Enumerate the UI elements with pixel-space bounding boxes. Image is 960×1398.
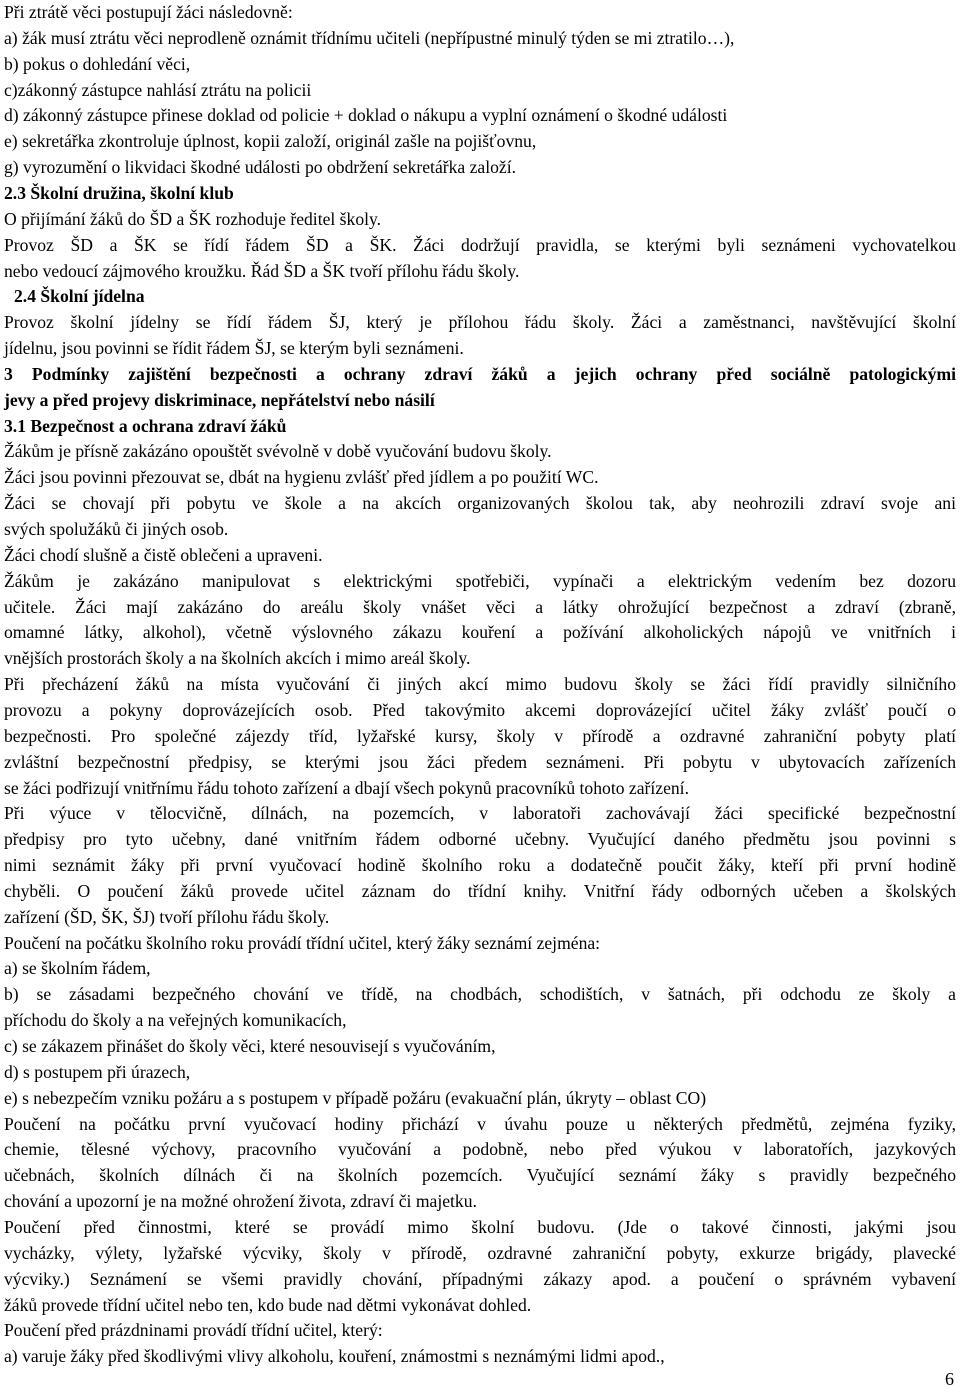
text-line: Žáci chodí slušně a čistě oblečeni a upraveni. [4, 544, 323, 565]
text-line: e) sekretářka zkontroluje úplnost, kopii založí, originál zašle na pojišťovnu, [4, 131, 537, 152]
text-line: b) se zásadami bezpečného chování ve třídě, na chodbách, schodištích, v šatnách, při odchodu ze školy a [4, 984, 956, 1005]
text-line: Při výuce v tělocvičně, dílnách, na pozemcích, v laboratoři zachovávají žáci specifické bezpečnostní [4, 803, 956, 824]
text-line: a) žák musí ztrátu věci neprodleně oznámit třídnímu učiteli (nepřípustné minulý týden se mi ztratilo…), [4, 27, 735, 48]
text-line: omamné látky, alkohol), včetně výslovného zákazu kouření a požívání alkoholických nápojů ve vnitřních i [4, 622, 956, 643]
text-line: chemie, tělesné výchovy, pracovního vyučování a podobně, nebo před výukou v laboratořích, jazykových [4, 1139, 956, 1160]
text-line: Žáci jsou povinni přezouvat se, dbát na hygienu zvlášť před jídlem a po použití WC. [4, 467, 599, 488]
text-line: Poučení před činnostmi, které se provádí mimo školní budovu. (Jde o takové činnosti, jakými jsou [4, 1216, 956, 1237]
text-line: Poučení na počátku první vyučovací hodiny přichází v úvahu pouze u některých předmětů, zejména fyziky, [4, 1113, 956, 1134]
text-line: zvláštní bezpečnostní předpisy, se kterými jsou žáci předem seznámeni. Při pobytu v ubytovacích zařízeních [4, 751, 956, 772]
text-line: zařízení (ŠD, ŠK, ŠJ) tvoří přílohu řádu školy. [4, 906, 330, 927]
text-line: b) pokus o dohledání věci, [4, 53, 191, 74]
text-line: O přijímání žáků do ŠD a ŠK rozhoduje ředitel školy. [4, 208, 382, 229]
text-line: chování a upozorní je na možné ohrožení života, zdraví či majetku. [4, 1191, 477, 1212]
text-line: d) zákonný zástupce přinese doklad od policie + doklad o nákupu a vyplní oznámení o škodné události [4, 105, 728, 126]
text-line: Poučení na počátku školního roku provádí třídní učitel, který žáky seznámí zejména: [4, 932, 601, 953]
text-line: Žákům je přísně zakázáno opouštět svévolně v době vyučování budovu školy. [4, 441, 552, 462]
text-line: Žákům je zakázáno manipulovat s elektrickými spotřebiči, vypínači a elektrickým vedením bez dozoru [4, 570, 956, 591]
text-line: příchodu do školy a na veřejných komunikacích, [4, 1010, 347, 1031]
text-line: žáků provede třídní učitel nebo ten, kdo bude nad dětmi vykonávat dohled. [4, 1294, 532, 1315]
text-line: se žáci podřizují vnitřnímu řádu tohoto zařízení a dbají všech pokynů pracovníků tohoto zařízení. [4, 777, 689, 798]
text-line: nebo vedoucí zájmového kroužku. Řád ŠD a ŠK tvoří přílohu řádu školy. [4, 260, 520, 281]
text-line: c)zákonný zástupce nahlásí ztrátu na policii [4, 79, 312, 100]
section-heading: 3 Podmínky zajištění bezpečnosti a ochrany zdraví žáků a jejich ochrany před sociálně patologickými [4, 363, 956, 384]
text-line: Poučení před prázdninami provádí třídní učitel, který: [4, 1320, 383, 1341]
text-line: Žáci se chovají při pobytu ve škole a na akcích organizovaných školou tak, aby neohrozili zdraví svoje ani [4, 493, 956, 514]
text-line: bezpečnosti. Pro společné zájezdy tříd, lyžařské kursy, školy v přírodě a ozdravné zahraniční pobyty platí [4, 725, 956, 746]
text-line: e) s nebezpečím vzniku požáru a s postupem v případě požáru (evakuační plán, úkryty – oblast CO) [4, 1087, 707, 1108]
text-line: učebnách, školních dílnách či na školních pozemcích. Vyučující seznámí žáky s pravidly bezpečného [4, 1165, 956, 1186]
text-line: d) s postupem při úrazech, [4, 1061, 191, 1082]
text-line: předpisy pro tyto učebny, dané vnitřním řádem odborné učebny. Vyučující daného předmětu jsou povinni s [4, 829, 956, 850]
section-heading: jevy a před projevy diskriminace, nepřátelství nebo násilí [4, 389, 435, 410]
text-line: jídelnu, jsou povinni se řídit řádem ŠJ, se kterým byli seznámeni. [4, 338, 464, 359]
text-line: g) vyrozumění o likvidaci škodné události po obdržení sekretářka založí. [4, 157, 517, 178]
page-number: 6 [945, 1369, 954, 1389]
section-heading: 2.4 Školní jídelna [14, 286, 145, 307]
section-heading: 2.3 Školní družina, školní klub [4, 182, 234, 203]
text-line: výcviky.) Seznámení se všemi pravidly chování, případnými zákazy apod. a poučení o správném vybavení [4, 1268, 956, 1289]
text-line: Provoz ŠD a ŠK se řídí řádem ŠD a ŠK. Žáci dodržují pravidla, se kterými byli seznámeni vychovatelkou [4, 234, 956, 255]
text-line: svých spolužáků či jiných osob. [4, 519, 229, 539]
text-line: nimi seznámit žáky při první vyučovací hodině školního roku a dodatečně poučit žáky, kteří při první hodině [4, 855, 956, 876]
section-heading: 3.1 Bezpečnost a ochrana zdraví žáků [4, 415, 287, 436]
text-line: provozu a pokyny doprovázejících osob. Před takovýmito akcemi doprovázející učitel žáky zvlášť poučí o [4, 699, 956, 720]
text-line: c) se zákazem přinášet do školy věci, které nesouvisejí s vyučováním, [4, 1036, 496, 1056]
text-line: a) varuje žáky před škodlivými vlivy alkoholu, kouření, známostmi s neznámými lidmi apod., [4, 1346, 665, 1367]
text-line: Provoz školní jídelny se řídí řádem ŠJ, který je přílohou řádu školy. Žáci a zaměstnanci, navštěvující školní [4, 312, 956, 333]
text-line: Při ztrátě věci postupují žáci následovně: [4, 2, 293, 22]
text-line: učitele. Žáci mají zakázáno do areálu školy vnášet věci a látky ohrožující bezpečnost a zdraví (zbraně, [4, 596, 956, 617]
text-line: vycházky, výlety, lyžařské výcviky, školy v přírodě, ozdravné zahraniční pobyty, exkurze brigády, plavecké [4, 1242, 956, 1263]
text-line: Při přecházení žáků na místa vyučování či jiných akcí mimo budovu školy se žáci řídí pravidly silničního [4, 674, 956, 695]
text-line: a) se školním řádem, [4, 958, 151, 979]
text-line: chyběli. O poučení žáků provede učitel záznam do třídní knihy. Vnitřní řády odborných učeben a školských [4, 880, 956, 901]
text-line: vnějších prostorách školy a na školních akcích i mimo areál školy. [4, 648, 471, 669]
